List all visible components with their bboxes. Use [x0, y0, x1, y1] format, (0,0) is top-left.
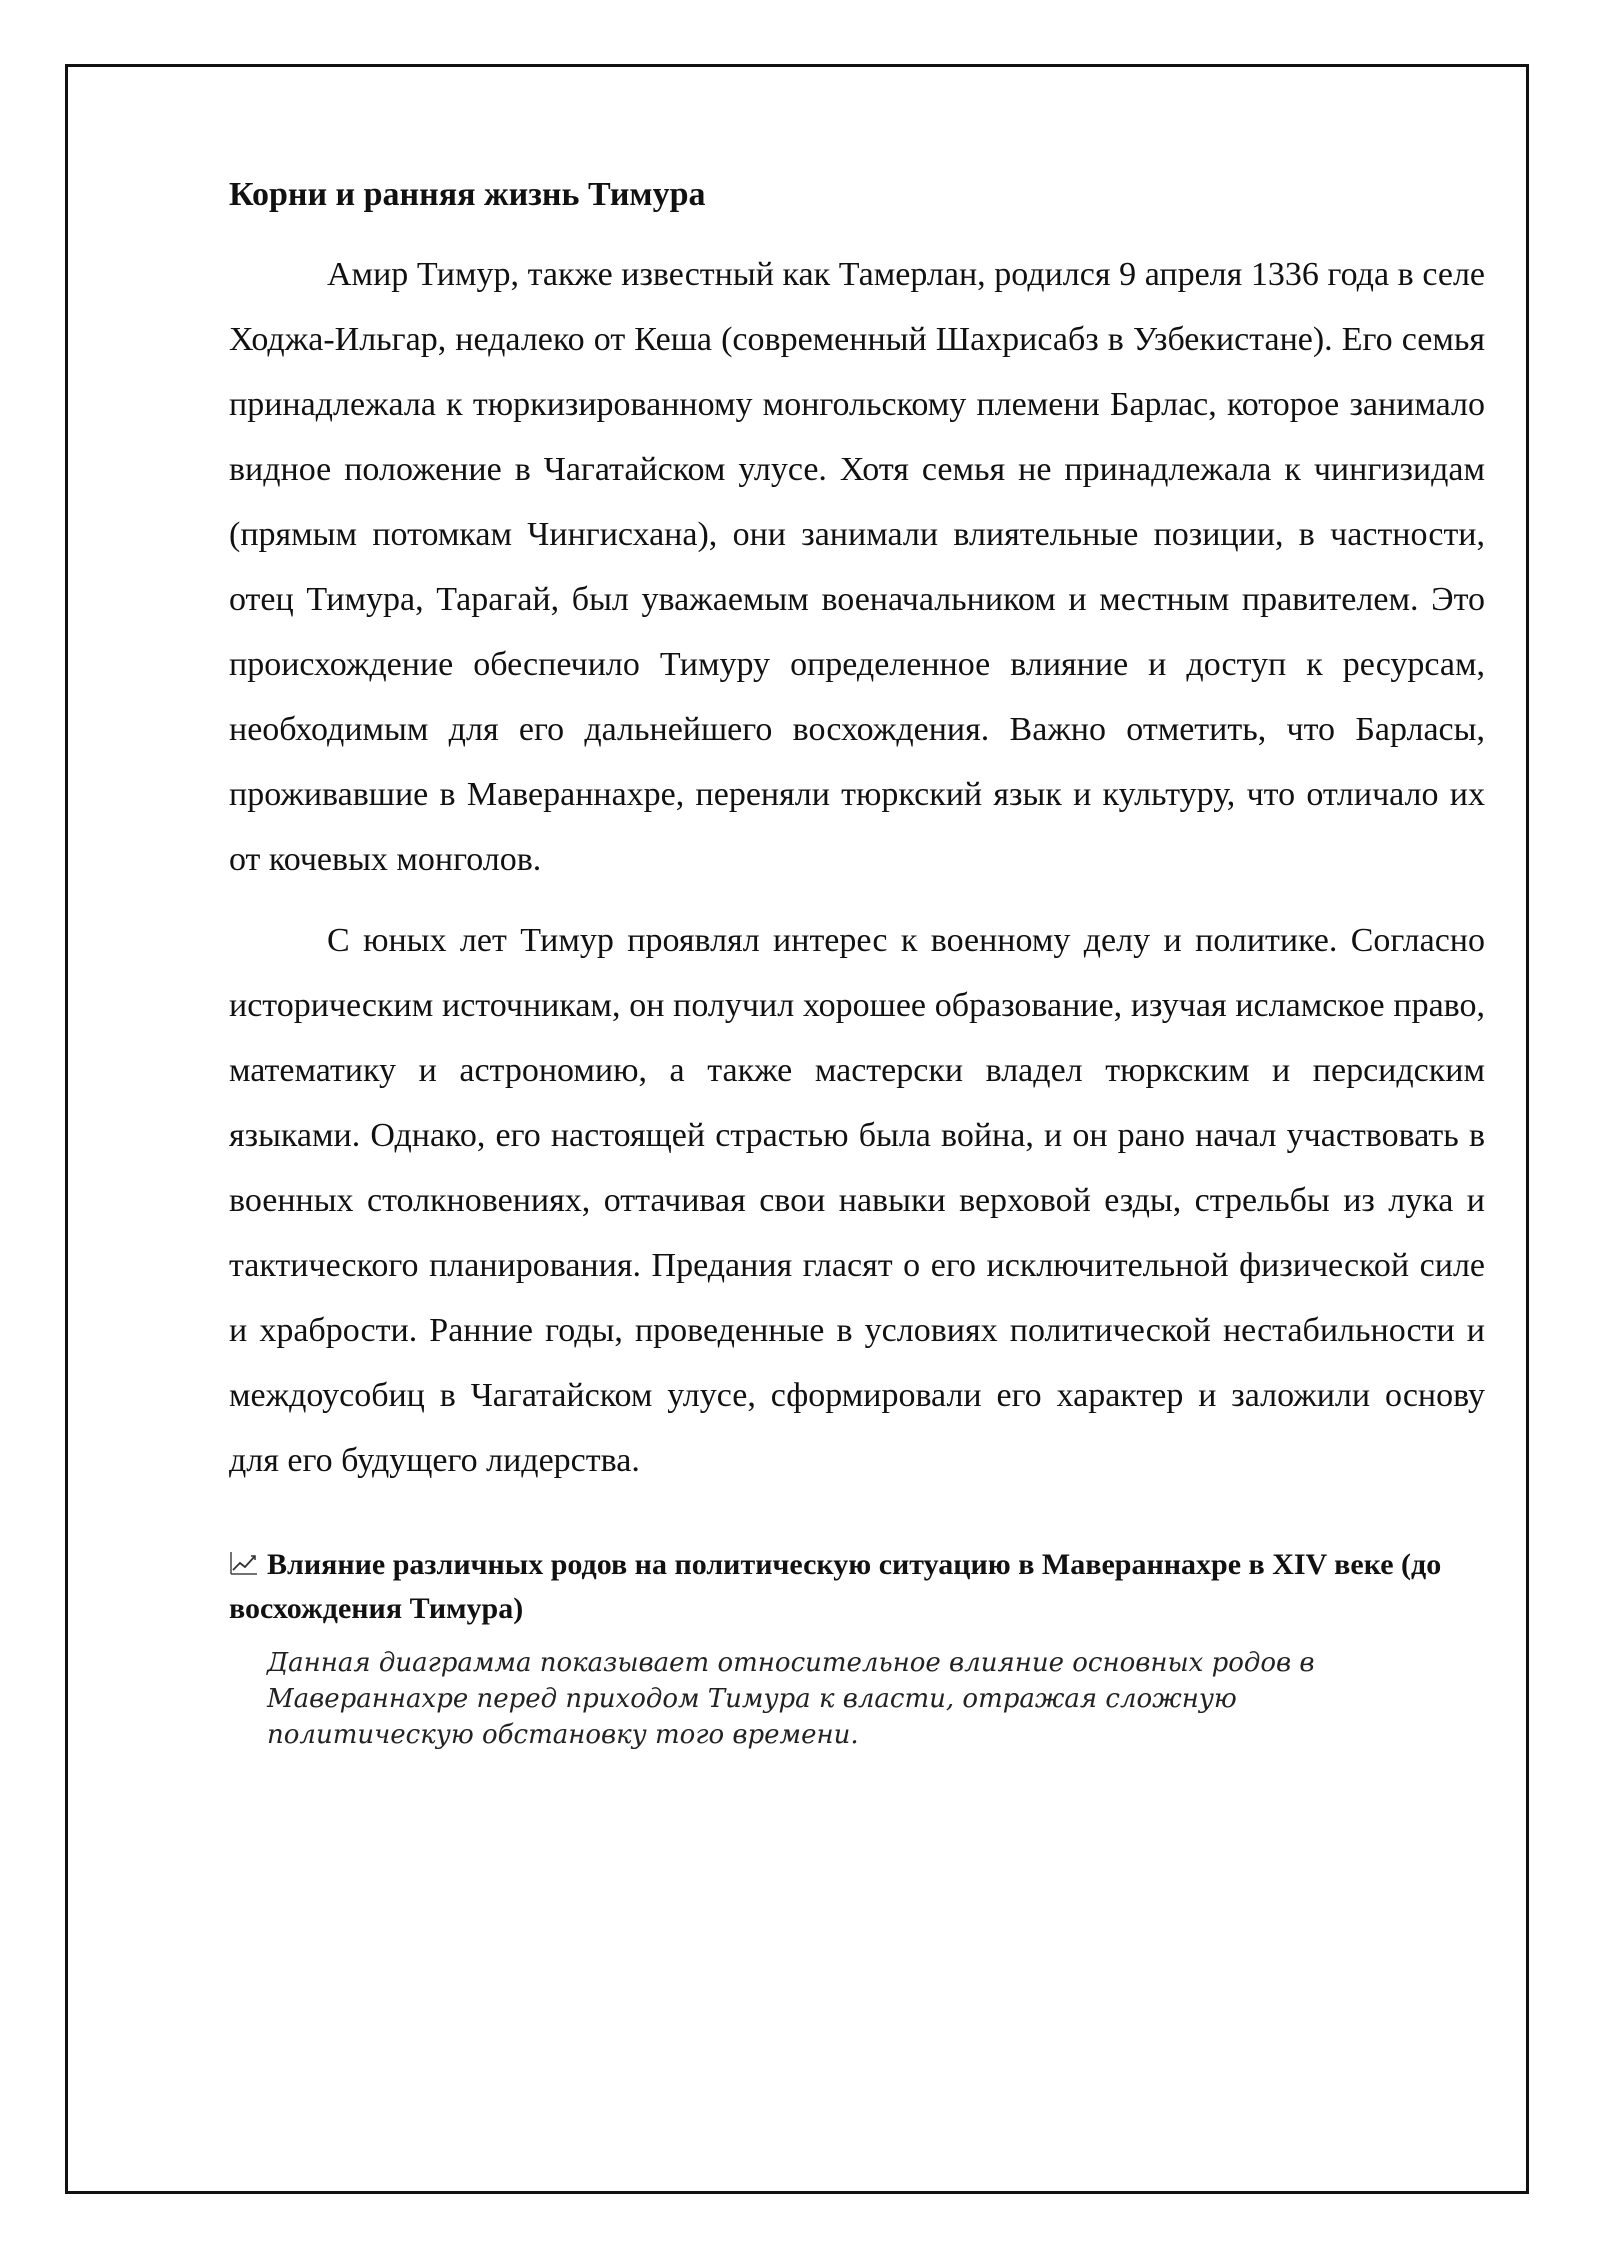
figure-title-text: Влияние различных родов на политическую ситуацию в Мавераннахре в XIV веке (до восхождения Тимура) — [229, 1548, 1442, 1625]
figure-title — [229, 1543, 1485, 1631]
paragraph-2: С юных лет Тимур проявлял интерес к военному делу и политике. Согласно историческим источникам, он получил хорошее образование, изучая исламское право, математику и астрономию, а также мастерски владел тюркским и персидским языками. Однако, его настоящей страстью была война, и он рано начал участвовать в военных столкновениях, оттачивая свои навыки верховой езды, стрельбы из лука и тактического планирования. Предания гласят о его исключительной физической силе и храбрости. Ранние годы, проведенные в условиях политической нестабильности и междоусобиц в Чагатайском улусе, сформировали его характер и заложили основу для его будущего лидерства. — [229, 922, 1485, 1479]
chart-increasing-icon — [229, 1550, 259, 1576]
paragraph-1: Амир Тимур, также известный как Тамерлан, родился 9 апреля 1336 года в селе Ходжа-Ильгар, недалеко от Кеша (современный Шахрисабз в Узбекистане). Его семья принадлежала к тюркизированному монгольскому племени Барлас, которое занимало видное положение в Чагатайском улусе. Хотя семья не принадлежала к чингизидам (прямым потомкам Чингисхана), они занимали влиятельные позиции, в частности, отец Тимура, Тарагай, был уважаемым военачальником и местным правителем. Это происхождение обеспечило Тимуру определенное влияние и доступ к ресурсам, необходимым для его дальнейшего восхождения. Важно отметить, что Барласы, проживавшие в Мавераннахре, переняли тюркский язык и культуру, что отличало их от кочевых монголов. — [229, 256, 1485, 878]
section-heading: Корни и ранняя жизнь Тимура — [229, 176, 706, 213]
document-body — [229, 170, 1485, 1753]
figure-caption: Данная диаграмма показывает относительное влияние основных родов в Мавераннахре перед приходом Тимура к власти, отражая сложную политическую обстановку того времени. — [267, 1648, 1315, 1750]
